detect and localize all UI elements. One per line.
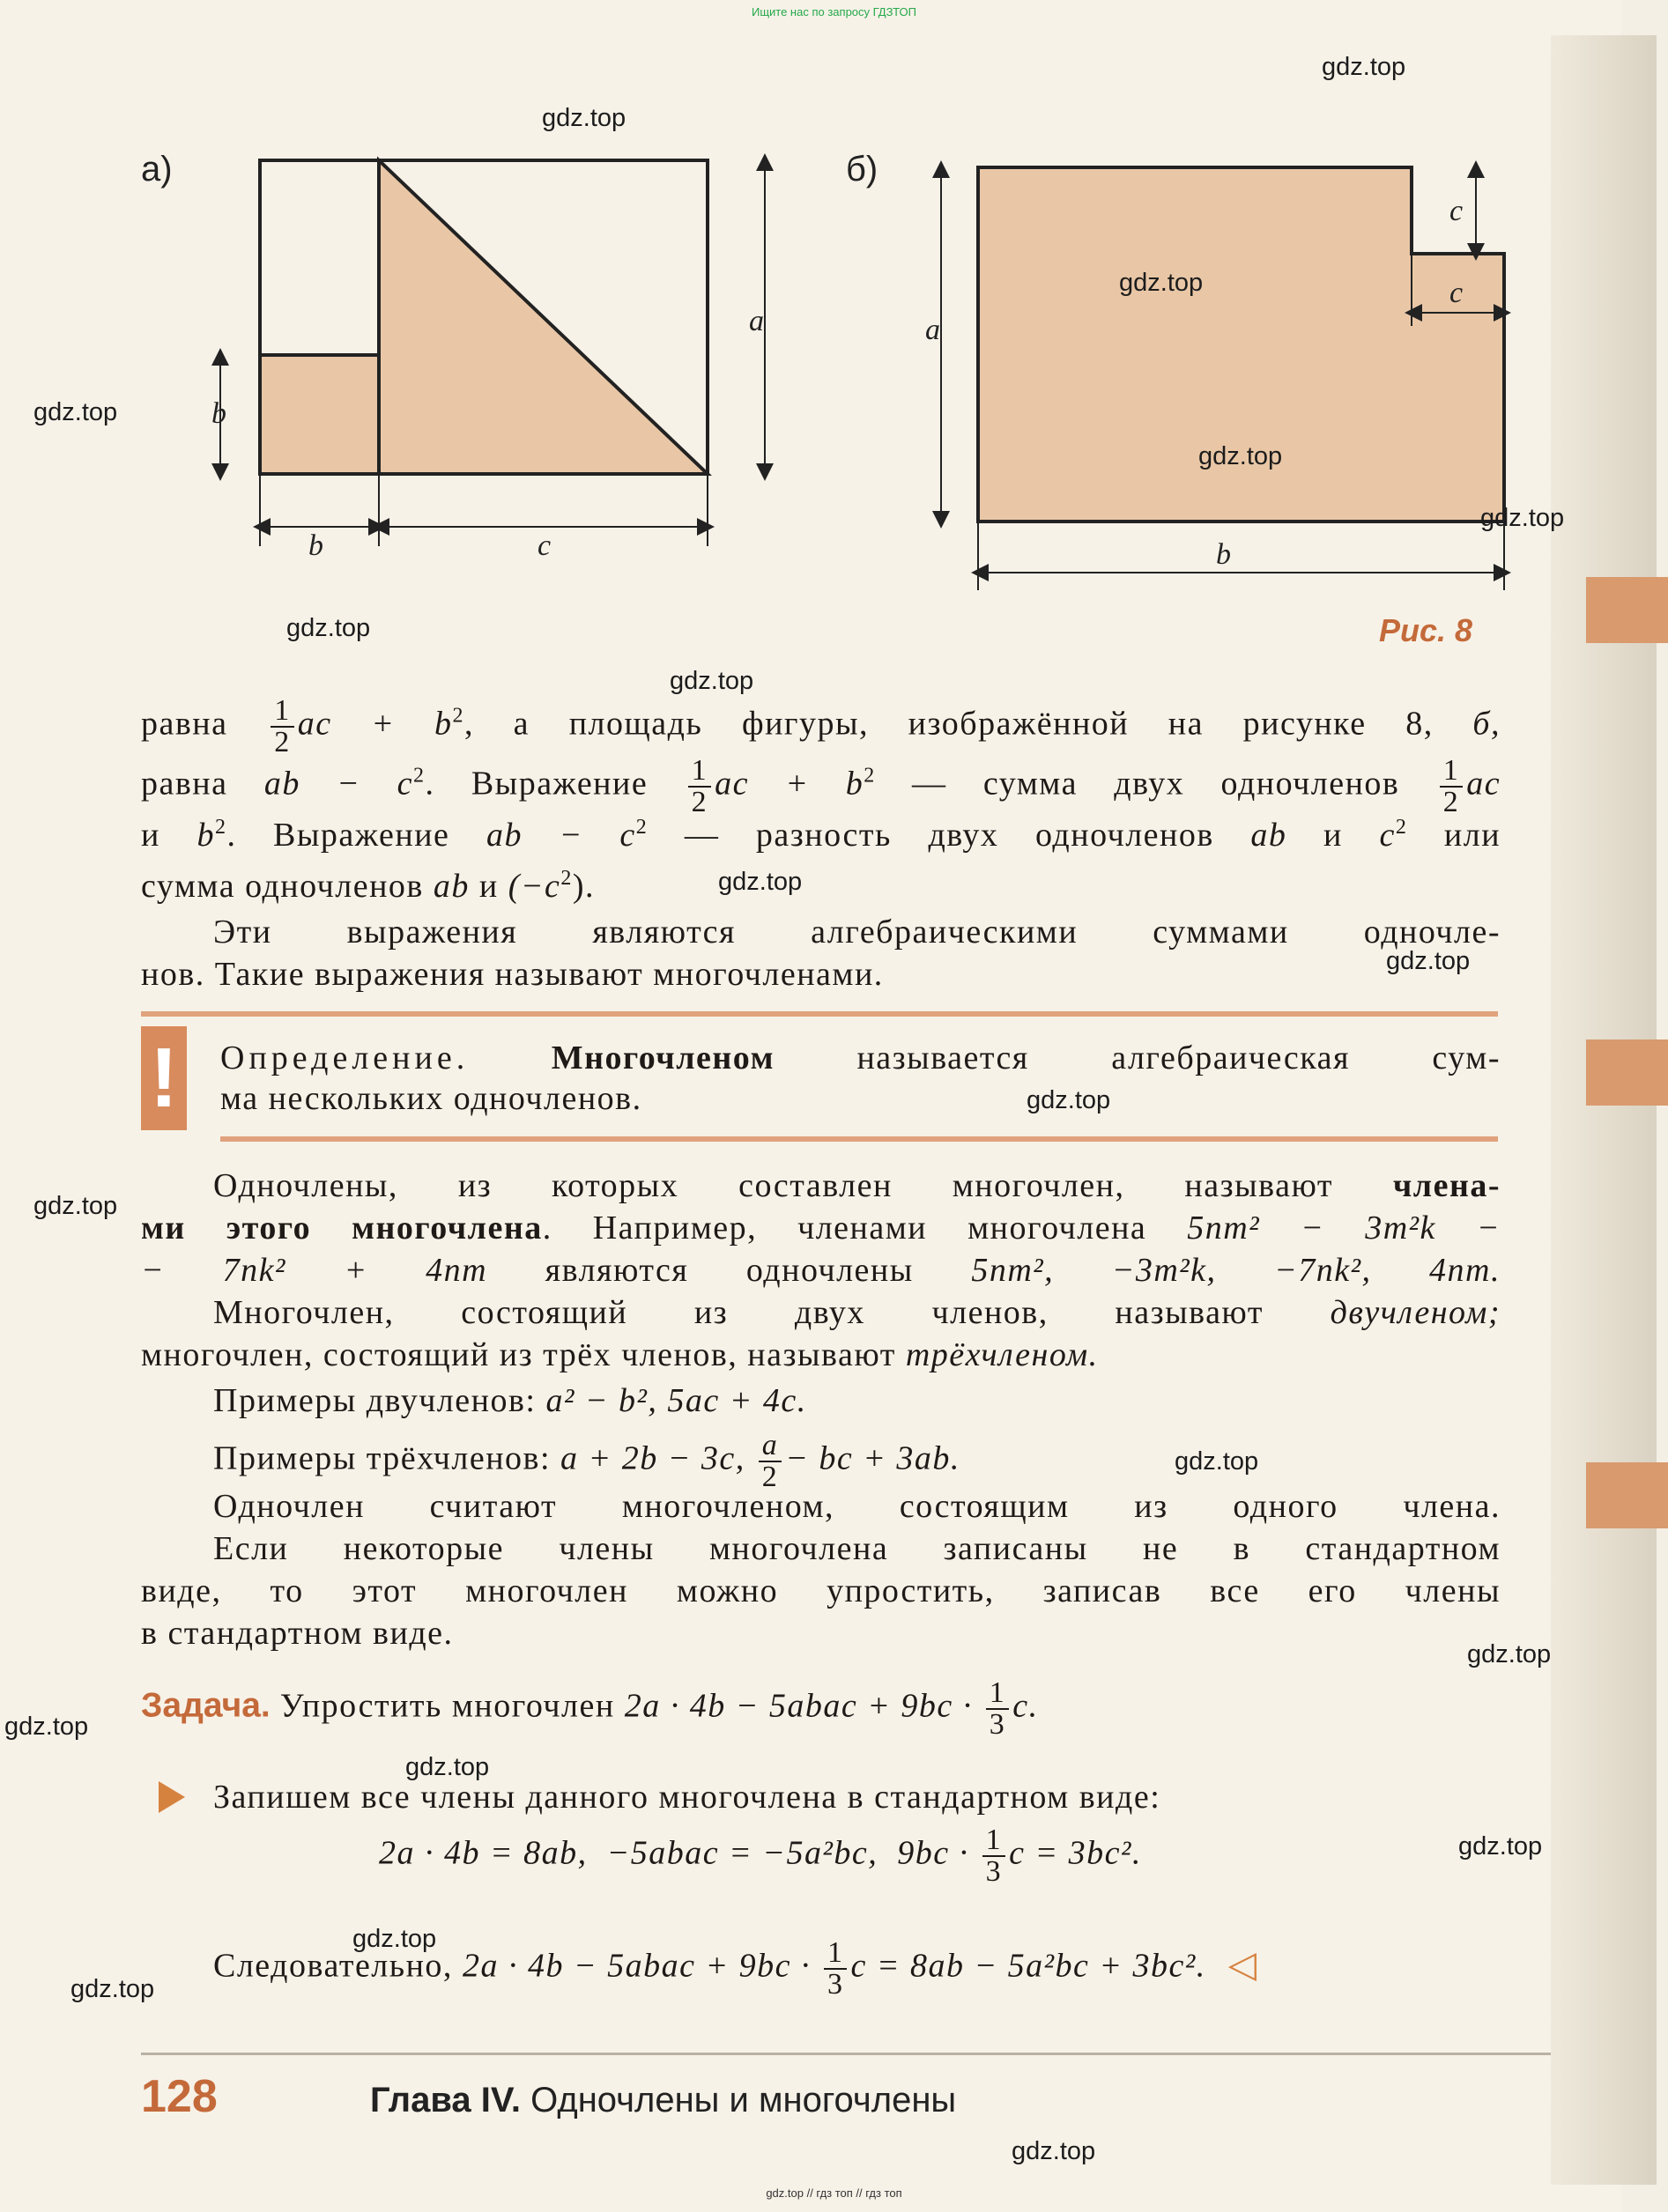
text-line: Примеры двучленов: a² − b², 5ac + 4c.	[213, 1382, 807, 1419]
dim-c-right: c	[1449, 195, 1464, 227]
text-line: и $b^2$. Выражение ab − $c^2$ — разность двух одночленов ab и $c^2$ или	[141, 816, 1501, 854]
watermark: gdz.top	[1386, 947, 1471, 975]
watermark: gdz.top	[1480, 504, 1565, 532]
dim-a-side: a	[749, 305, 764, 337]
side-tab	[1586, 1039, 1668, 1106]
text-line: Одночлены, из которых составлен многочлен, называют члена-	[213, 1167, 1501, 1204]
text-line: в стандартном виде.	[141, 1615, 454, 1652]
dim-c-notch: c	[1449, 277, 1464, 309]
figure-a	[211, 160, 765, 562]
watermark: gdz.top	[405, 1753, 490, 1781]
watermark: gdz.top	[1175, 1447, 1259, 1476]
definition-rule-bottom	[220, 1136, 1498, 1142]
text-line: многочлен, состоящий из трёх членов, называют трёхчленом.	[141, 1336, 1099, 1373]
footer-rule	[141, 2053, 1551, 2055]
text-line: Если некоторые члены многочлена записаны не в стандартном	[213, 1530, 1501, 1567]
watermark: gdz.top	[1467, 1640, 1552, 1668]
text-line: Многочлен, состоящий из двух членов, называют двучленом;	[213, 1294, 1501, 1331]
watermark: gdz.top	[718, 868, 803, 896]
watermark: gdz.top	[1322, 53, 1406, 81]
watermark: gdz.top	[670, 667, 754, 695]
text-line: − 7nk² + 4nm являются одночлены 5nm², −3m²k, −7nk², 4nm.	[141, 1252, 1501, 1289]
text-line: виде, то этот многочлен можно упростить, записав все его члены	[141, 1572, 1501, 1609]
watermark: gdz.top	[4, 1713, 89, 1741]
figure-8	[194, 141, 1551, 599]
dim-a-side-b: a	[925, 314, 940, 346]
solution-line: Запишем все члены данного многочлена в стандартном виде:	[213, 1779, 1161, 1816]
dim-c-bottom: c	[537, 529, 552, 562]
solution-line: 2a · 4b = 8ab, −5abac = −5a²bc, 9bc · $\frac{1}{3}$ c = 3bc².	[379, 1824, 1142, 1888]
side-tab	[1586, 1462, 1668, 1528]
exclamation-icon: !	[141, 1026, 187, 1130]
watermark: gdz.top	[352, 1925, 437, 1953]
page-number: 128	[141, 2071, 218, 2122]
side-tab	[1586, 577, 1668, 643]
figure-b-label: б)	[846, 150, 878, 189]
page-edge	[1551, 35, 1657, 2185]
figure-a-label: а)	[141, 150, 173, 189]
dim-b-side: b	[211, 397, 226, 430]
definition-line: Определение. Многочленом называется алгебраическая сум-	[220, 1039, 1501, 1076]
watermark: gdz.top	[542, 104, 626, 132]
task-label: Задача.	[141, 1686, 271, 1725]
watermark: gdz.top	[1027, 1086, 1111, 1114]
watermark: gdz.top	[1458, 1832, 1543, 1861]
solution-line: Следовательно, 2a · 4b − 5abac + 9bc · $\frac{1}{3}$ c = 8ab − 5a²bc + 3bc². ◁	[213, 1936, 1258, 2001]
text-line: Эти выражения являются алгебраическими суммами одночле-	[213, 914, 1501, 951]
text-line: Одночлен считают многочленом, состоящим из одного члена.	[213, 1488, 1501, 1525]
definition-rule-top	[141, 1011, 1498, 1017]
footer-note: gdz.top // гдз топ // гдз топ	[766, 2186, 902, 2200]
watermark: gdz.top	[33, 398, 118, 426]
watermark: gdz.top	[1119, 269, 1204, 297]
watermark: gdz.top	[33, 1192, 118, 1220]
square-b	[260, 355, 379, 474]
chapter-title: Глава IV. Одночлены и многочлены	[370, 2081, 957, 2120]
end-of-solution-icon: ◁	[1227, 1942, 1258, 1985]
task-line: Задача. Упростить многочлен 2a · 4b − 5abac + 9bc · $\frac{1}{3}$ c.	[141, 1676, 1039, 1741]
definition-line: ма нескольких одночленов.	[220, 1080, 642, 1117]
dim-b-bottom-b: b	[1216, 538, 1231, 571]
watermark: gdz.top	[1198, 442, 1283, 470]
dim-b-bottom: b	[308, 529, 323, 562]
triangle-ac	[379, 160, 708, 474]
figure-b	[925, 167, 1504, 590]
text-line: нов. Такие выражения называют многочленами.	[141, 956, 884, 993]
watermark: gdz.top	[286, 614, 371, 642]
text-line: сумма одночленов ab и $(-c^2)$.	[141, 867, 596, 905]
figure-caption: Рис. 8	[1379, 612, 1473, 648]
header-note: Ищите нас по запросу ГДЗТОП	[751, 5, 916, 18]
text-line: равна ab − $c^2$. Выражение $\frac{1}{2}$ ac + $b^2$ — сумма двух одночленов $\frac{1}{2}$ ac	[141, 754, 1501, 818]
text-line: Примеры трёхчленов: a + 2b − 3c, $\frac{a}{2}$ − bc + 3ab.	[213, 1429, 960, 1493]
watermark: gdz.top	[70, 1975, 155, 2003]
watermark: gdz.top	[1012, 2137, 1096, 2165]
text-line: равна $\frac{1}{2}$ ac + $b^2$, а площадь фигуры, изображённой на рисунке 8, б,	[141, 694, 1501, 758]
text-line: ми этого многочлена. Например, членами многочлена 5nm² − 3m²k −	[141, 1210, 1501, 1247]
